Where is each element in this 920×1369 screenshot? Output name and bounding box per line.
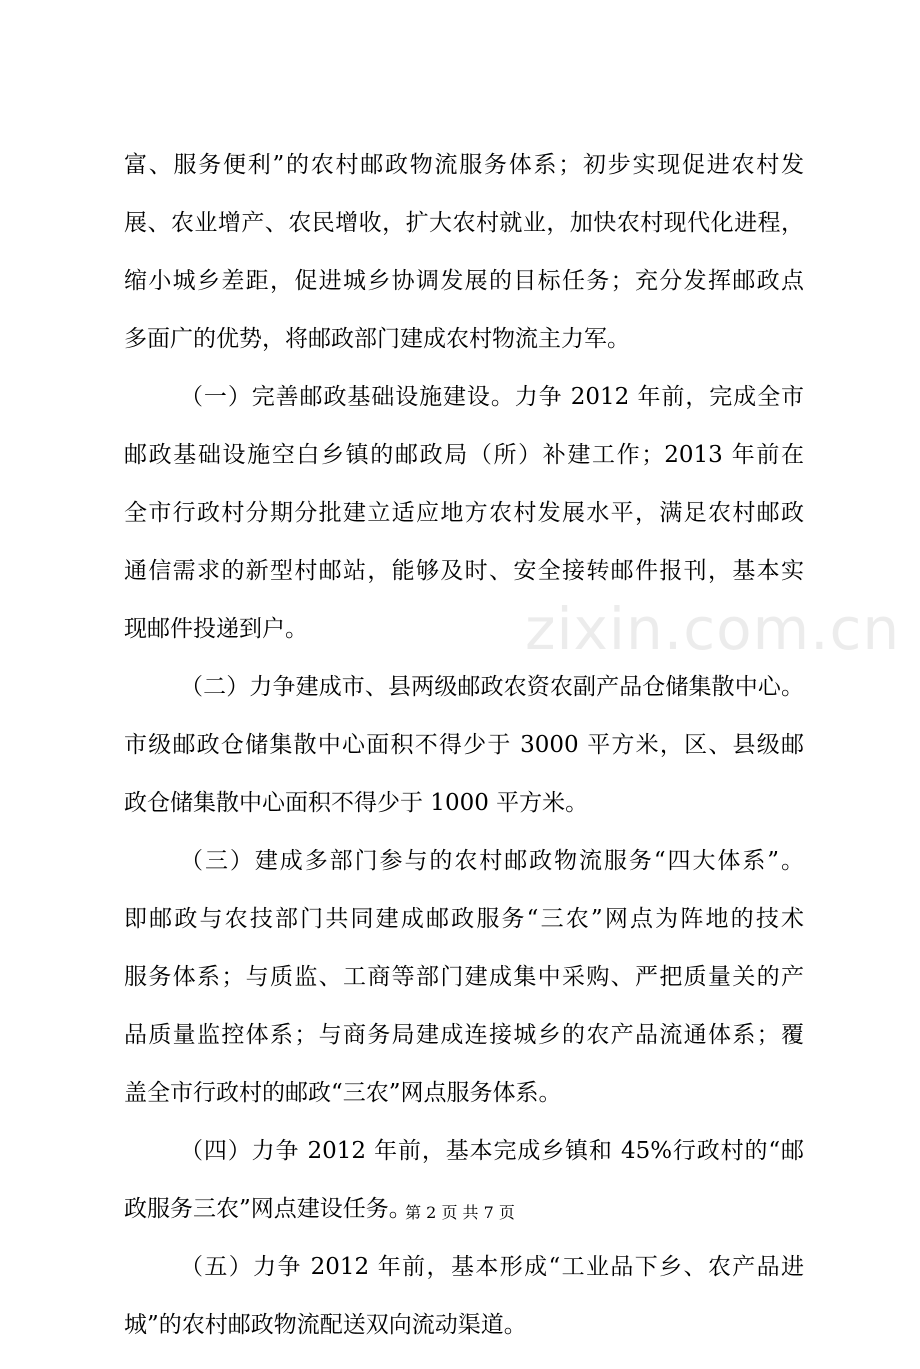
- text-line: 全市行政村分期分批建立适应地方农村发展水平，满足农村邮政: [124, 500, 804, 526]
- paragraph-3-heading-line: （三）建成多部门参与的农村邮政物流服务“四大体系”。: [180, 848, 804, 874]
- text-line: 即邮政与农技部门共同建成邮政服务“三农”网点为阵地的技术: [124, 906, 804, 932]
- paragraph-5-heading-line: （五）力争 2012 年前，基本形成“工业品下乡、农产品进: [180, 1254, 804, 1280]
- watermark: zixin.com.cn: [525, 595, 901, 663]
- text-line: 多面广的优势，将邮政部门建成农村物流主力军。: [124, 326, 630, 352]
- text-line: 盖全市行政村的邮政“三农”网点服务体系。: [124, 1080, 562, 1106]
- text-line: 市级邮政仓储集散中心面积不得少于 3000 平方米，区、县级邮: [124, 732, 804, 758]
- paragraph-1-heading-line: （一）完善邮政基础设施建设。力争 2012 年前，完成全市: [180, 384, 804, 410]
- paragraph-2-heading-line: （二）力争建成市、县两级邮政农资农副产品仓储集散中心。: [180, 674, 804, 700]
- text-line: 邮政基础设施空白乡镇的邮政局（所）补建工作；2013 年前在: [124, 442, 804, 468]
- text-line: 服务体系；与质监、工商等部门建成集中采购、严把质量关的产: [124, 964, 804, 990]
- text-line: 政仓储集散中心面积不得少于 1000 平方米。: [124, 790, 589, 816]
- text-line: 现邮件投递到户。: [124, 616, 308, 642]
- page-footer: 第 2 页 共 7 页: [405, 1203, 515, 1222]
- text-line: 缩小城乡差距，促进城乡协调发展的目标任务；充分发挥邮政点: [124, 268, 804, 294]
- paragraph-4-heading-line: （四）力争 2012 年前，基本完成乡镇和 45%行政村的“邮: [180, 1138, 804, 1164]
- text-line: 富、服务便利”的农村邮政物流服务体系；初步实现促进农村发: [124, 152, 804, 178]
- text-line: 品质量监控体系；与商务局建成连接城乡的农产品流通体系；覆: [124, 1022, 804, 1048]
- document-body: [124, 151, 804, 1369]
- text-line: 展、农业增产、农民增收，扩大农村就业，加快农村现代化进程，: [124, 210, 804, 236]
- text-line: 通信需求的新型村邮站，能够及时、安全接转邮件报刊，基本实: [124, 558, 804, 584]
- text-line: 城”的农村邮政物流配送双向流动渠道。: [124, 1312, 527, 1338]
- text-line: 政服务三农”网点建设任务。: [124, 1196, 412, 1222]
